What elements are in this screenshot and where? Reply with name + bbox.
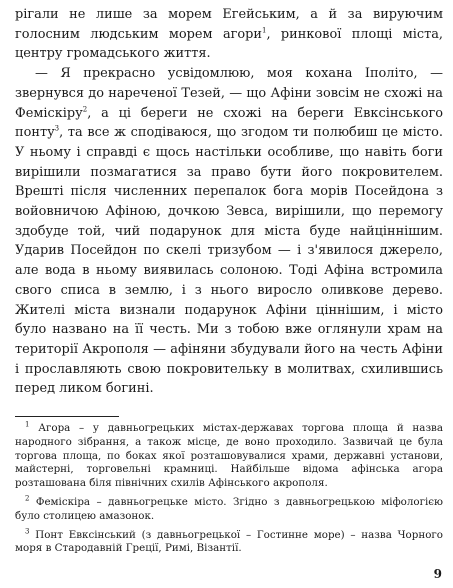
footnote-ref-1: 1	[262, 26, 267, 35]
footnote-1-text: Агора – у давньогрецьких містах-державах торгова площа й назва народного зібрання, а також місце, де воно проходило. Зазвичай це була торгова площа, по боках якої розташовувалися храми, державні установи, майстерні, торговельні крамниці. Найбільше відома афінська агора розташована біля північних схилів Афінського акрополя.	[15, 422, 443, 490]
page-number: 9	[433, 567, 442, 581]
paragraph-2-text-c: , та все ж сподіваюся, що згодом ти полюбиш це місто. У ньому і справді є щось настільки особливе, що навіть боги вирішили позмагатися за право бути його покровителем. Врешті після численних перепалок бога морів Посейдона з войовничою Афіною, дочкою Зевса, вирішили, що перемогу здобуде той, чий подарунок для міста буде найціннішим. Ударив Посейдон по скелі тризубом — і з'явилося джерело, але вода в ньому виявилась солоною. Тоді Афіна встромила свого списа в землю, і з нього виросло оливкове дерево. Жителі міста визнали подарунок Афіни ціннішим, і місто було названо на її честь. Ми з тобою вже оглянули храм на території Акрополя — афіняни збудували його на честь Афіни і прославляють свою покровительку в молитвах, схилившись перед ликом богині.	[15, 125, 443, 397]
footnote-ref-3: 3	[54, 124, 60, 133]
footnote-2	[15, 496, 443, 524]
footnotes	[15, 422, 443, 561]
main-text	[15, 5, 443, 399]
footnote-ref-2: 2	[82, 105, 88, 114]
paragraph-1-end: , ринкової площі міста, центру громадського життя.	[15, 26, 443, 62]
paragraph-2	[15, 64, 443, 399]
footnote-3-number: 3	[25, 527, 30, 536]
paragraph-2-text-b: , а ці береги не схожі на береги Евксінського понту	[15, 105, 443, 141]
paragraph-1-text: рігали не лише за морем Егейським, а й за вируючим голосним людським морем агори	[15, 7, 443, 42]
footnote-1	[15, 422, 443, 491]
footnote-1-number: 1	[25, 420, 30, 429]
footnote-2-text: Феміскіра – давньогрецьке місто. Згідно з давньогрецькою міфологією було столицею амазонок.	[15, 495, 443, 522]
footnote-divider	[15, 416, 119, 417]
paragraph-2-text-a: — Я прекрасно усвідомлюю, моя кохана Іполіто, — звернувся до нареченої Тезей, — що Афіни зовсім не схожі на Феміскіру	[15, 66, 443, 121]
footnote-3	[15, 529, 443, 557]
footnote-2-number: 2	[25, 494, 30, 503]
paragraph-1	[15, 5, 443, 64]
footnote-3-text: Понт Евксінський (з давньогрецької – Гостинне море) – назва Чорного моря в Стародавній Греції, Римі, Візантії.	[15, 528, 443, 555]
